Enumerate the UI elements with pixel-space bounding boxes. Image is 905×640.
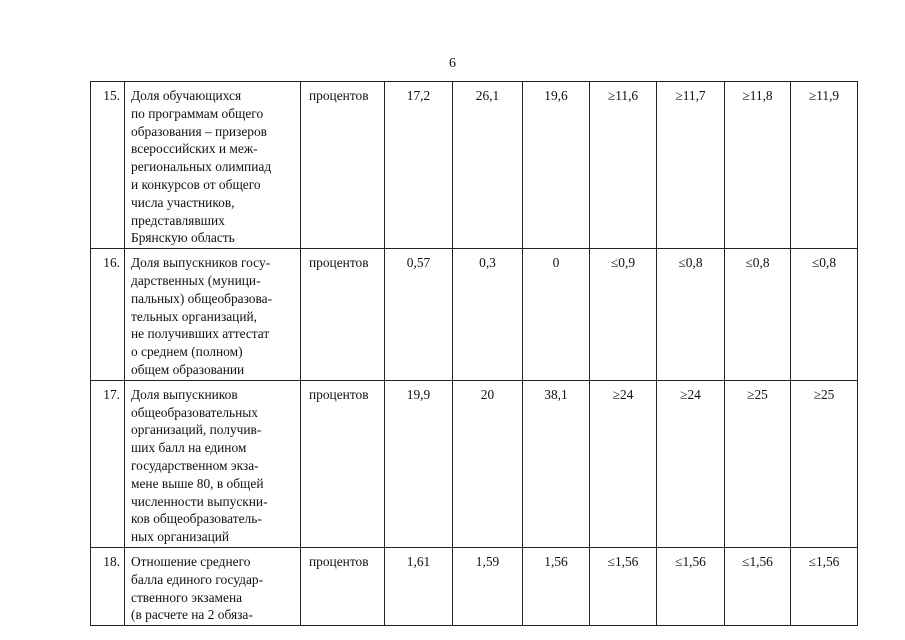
indicator-name-line: ков общеобразователь-	[131, 511, 262, 527]
indicator-name-line: численности выпускни-	[131, 493, 268, 509]
table-row	[91, 547, 858, 625]
indicator-name-line: числа участников,	[131, 194, 235, 210]
indicator-name-line: о среднем (полном)	[131, 344, 243, 360]
indicator-name-line: не получивших аттестат	[131, 326, 270, 342]
indicator-name-line: всероссийских и меж-	[131, 141, 258, 157]
value-cell: ≤0,8	[725, 249, 791, 381]
indicator-name-line: Доля выпускников	[131, 386, 238, 402]
value-cell: ≤0,9	[590, 249, 657, 381]
value-cell: 0,57	[385, 249, 453, 381]
value-cell: 26,1	[453, 82, 523, 249]
row-number: 17.	[91, 380, 125, 547]
value-cell: ≥11,9	[791, 82, 858, 249]
value-cell: 19,6	[523, 82, 590, 249]
value-cell: ≥11,6	[590, 82, 657, 249]
indicator-name-line: государственном экза-	[131, 457, 259, 473]
value-cell: ≥11,7	[657, 82, 725, 249]
indicators-table	[90, 81, 858, 626]
value-cell: 19,9	[385, 380, 453, 547]
indicator-name-line: Брянскую область	[131, 230, 235, 246]
value-cell: 20	[453, 380, 523, 547]
indicator-name-line: дарственных (муници-	[131, 272, 261, 288]
indicator-name-line: ственного экзамена	[131, 589, 243, 605]
value-cell: 1,59	[453, 547, 523, 625]
indicator-name-line: ных организаций	[131, 529, 230, 545]
indicator-name	[125, 380, 301, 547]
value-cell: ≤0,8	[791, 249, 858, 381]
value-cell: 0,3	[453, 249, 523, 381]
indicator-name-line: и конкурсов от общего	[131, 176, 261, 192]
value-cell: ≤0,8	[657, 249, 725, 381]
row-number: 16.	[91, 249, 125, 381]
indicator-name-line: пальных) общеобразова-	[131, 290, 273, 306]
table-row	[91, 82, 858, 249]
indicator-name-line: региональных олимпиад	[131, 159, 272, 175]
unit-cell: процентов	[301, 82, 385, 249]
indicator-name-line: образования – призеров	[131, 123, 267, 139]
indicator-name-line: мене выше 80, в общей	[131, 475, 264, 491]
row-number: 15.	[91, 82, 125, 249]
value-cell: ≥25	[791, 380, 858, 547]
indicator-name-line: (в расчете на 2 обяза-	[131, 607, 253, 623]
indicator-name-line: тельных организаций,	[131, 308, 258, 324]
value-cell: ≤1,56	[791, 547, 858, 625]
value-cell: ≤1,56	[725, 547, 791, 625]
indicator-name-line: представлявших	[131, 212, 225, 228]
value-cell: 38,1	[523, 380, 590, 547]
indicator-name	[125, 249, 301, 381]
indicator-name-line: Доля обучающихся	[131, 88, 242, 103]
value-cell: ≥11,8	[725, 82, 791, 249]
unit-cell: процентов	[301, 380, 385, 547]
table-row	[91, 249, 858, 381]
value-cell: ≥25	[725, 380, 791, 547]
indicator-name	[125, 547, 301, 625]
indicator-name	[125, 82, 301, 249]
unit-cell: процентов	[301, 249, 385, 381]
table-row	[91, 380, 858, 547]
unit-cell: процентов	[301, 547, 385, 625]
indicator-name-line: по программам общего	[131, 105, 264, 121]
indicator-name-line: Отношение среднего	[131, 553, 251, 569]
indicator-name-line: организаций, получив-	[131, 422, 262, 438]
value-cell: 1,61	[385, 547, 453, 625]
indicator-name-line: ших балл на едином	[131, 440, 247, 456]
value-cell: ≤1,56	[590, 547, 657, 625]
value-cell: ≤1,56	[657, 547, 725, 625]
value-cell: ≥24	[657, 380, 725, 547]
indicator-name-line: общем образовании	[131, 361, 245, 377]
page-number: 6	[449, 56, 456, 71]
indicator-name-line: Доля выпускников госу-	[131, 255, 271, 271]
value-cell: 17,2	[385, 82, 453, 249]
indicator-name-line: общеобразовательных	[131, 404, 259, 420]
indicator-name-line: балла единого государ-	[131, 571, 264, 587]
value-cell: 0	[523, 249, 590, 381]
value-cell: ≥24	[590, 380, 657, 547]
value-cell: 1,56	[523, 547, 590, 625]
row-number: 18.	[91, 547, 125, 625]
